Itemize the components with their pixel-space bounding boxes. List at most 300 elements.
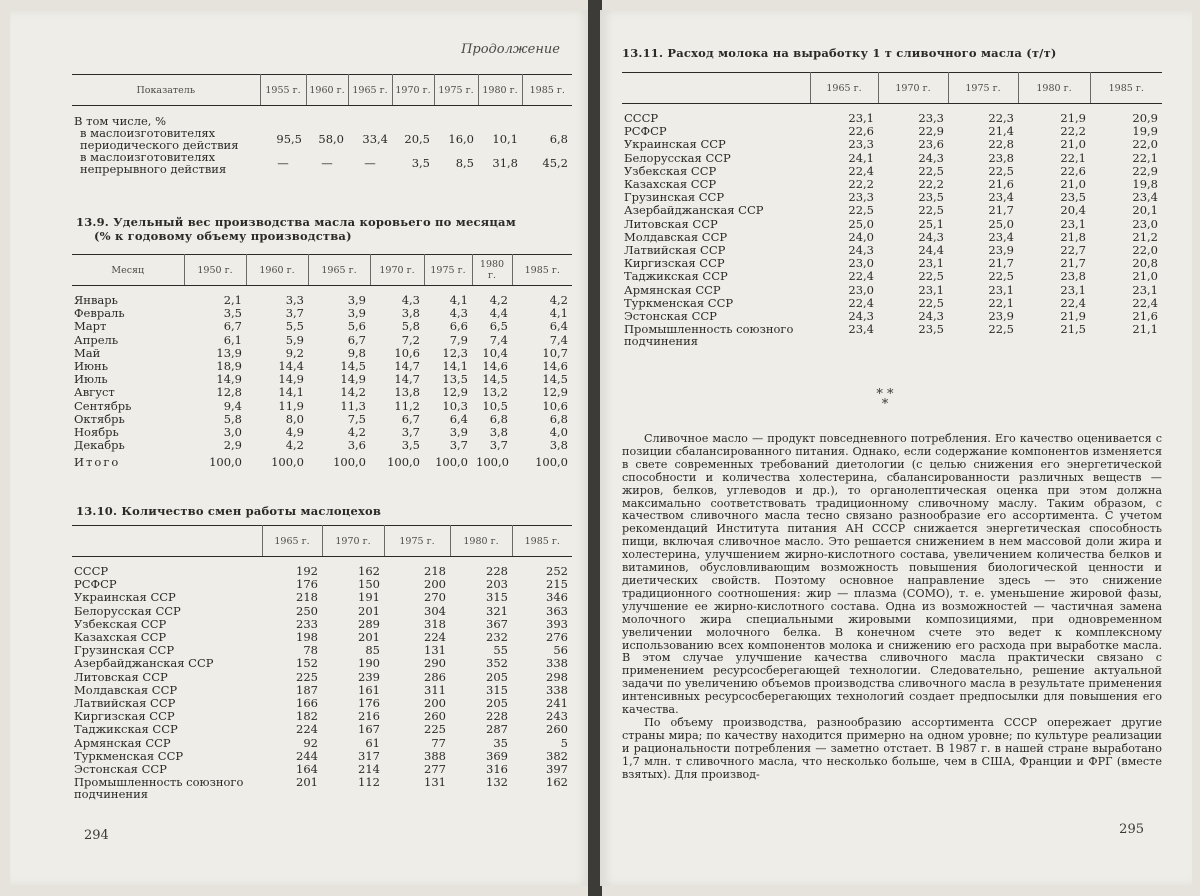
cell: 100,0 <box>370 452 424 472</box>
cell: 5,8 <box>184 413 246 426</box>
cell <box>392 106 434 128</box>
column-header: 1985 г. <box>522 75 572 106</box>
cell: 23,0 <box>1090 218 1162 231</box>
cell: 100,0 <box>424 452 472 472</box>
column-header: 1950 г. <box>184 255 246 286</box>
cell: 21,6 <box>1090 310 1162 323</box>
cell: 21,6 <box>948 178 1018 191</box>
cell: 200 <box>384 697 450 710</box>
cell: 100,0 <box>472 452 512 472</box>
column-header: 1970 г. <box>370 255 424 286</box>
cell: 166 <box>262 697 322 710</box>
row-label: Таджикская ССР <box>72 723 262 736</box>
column-header: 1970 г. <box>878 73 948 104</box>
row-label: РСФСР <box>622 125 810 138</box>
cell: 22,1 <box>1018 152 1090 165</box>
cell: 55 <box>450 644 512 657</box>
cell: 191 <box>322 591 384 604</box>
cell: 14,2 <box>308 386 370 399</box>
cell: 19,8 <box>1090 178 1162 191</box>
cell: 10,6 <box>512 400 572 413</box>
cell: 4,1 <box>512 307 572 320</box>
cell: 250 <box>262 605 322 618</box>
cell: 260 <box>512 723 572 736</box>
column-header: 1965 г. <box>348 75 392 106</box>
cell: 21,0 <box>1090 270 1162 283</box>
cell: 14,6 <box>512 360 572 373</box>
cell: 10,5 <box>472 400 512 413</box>
row-label: Январь <box>72 286 184 308</box>
cell: 346 <box>512 591 572 604</box>
row-label: Узбекская ССР <box>72 618 262 631</box>
cell: 225 <box>384 723 450 736</box>
cell: 21,7 <box>948 257 1018 270</box>
row-label: в маслоизготовителях периодического действия <box>72 127 260 151</box>
cell: 205 <box>450 697 512 710</box>
continuation-label: Продолжение <box>461 42 560 57</box>
row-label: В том числе, % <box>72 106 260 128</box>
cell: 22,1 <box>948 297 1018 310</box>
cell: 23,1 <box>1018 284 1090 297</box>
cell: 239 <box>322 671 384 684</box>
table-row <box>72 737 572 750</box>
column-header: 1970 г. <box>392 75 434 106</box>
column-header: 1965 г. <box>262 526 322 557</box>
cell: 11,3 <box>308 400 370 413</box>
table-row <box>72 657 572 670</box>
table-row <box>72 439 572 452</box>
row-label: Литовская ССР <box>72 671 262 684</box>
cell: 298 <box>512 671 572 684</box>
cell: 21,7 <box>948 204 1018 217</box>
column-header: 1980 г. <box>478 75 522 106</box>
cell: 14,4 <box>246 360 308 373</box>
row-label: Промышленность союзного подчинения <box>72 776 262 800</box>
cell: 8,5 <box>434 151 478 175</box>
cell: 95,5 <box>260 127 306 151</box>
caption-title: 13.11. Расход молока на выработку 1 т сливочного масла (т/т) <box>622 46 1057 60</box>
paragraph: Сливочное масло — продукт повседневного потребления. Его качество оценивается с позиции сбалансированного питания. Однако, если содержание компонентов изменяется в свете современных требований диетологии (с целью снижения его энергетической способности и количества холестерина, сбалансированности различных веществ — жиров, белков, углеводов и др.), то органолептическая оценка при этом должна максимально соответствовать традиционному сливочному маслу. Таким образом, с качеством сливочного масла тесно связано разнообразие его ассортимента. С учетом рекомендаций Института питания АН СССР снижается энергетическая способность пищи, включая сливочное масло. Это решается снижением в нем массовой доли жира и холестерина, улучшением жирно-кислотного состава, увеличением количества белков и витаминов, обусловливающим возможность повышения биологической ценности и диетических свойств. Поэтому основное направление здесь — это снижение традиционного соотношения: жир — плазма (СОМО), т. е. уменьшение жировой фазы, улучшение ее жирно-кислотного состава. Одна из возможностей — частичная замена молочного жира специальными жировыми композициями, при одновременном увеличении молочного белка. В конечном счете это ведет к комплексному использованию всех компонентов молока и снижению его расхода при выработке масла. В этом случае улучшение качества сливочного масла практически связано с применением ресурсосберегающей технологии. Следовательно, решение актуальной задачи по увеличению объемов производства сливочного масла в результате применения интенсивных ресурсосберегающих технологий создает предпосылки для повышения его качества. <box>622 433 1162 717</box>
row-label: Туркменская ССР <box>72 750 262 763</box>
column-header: 1985 г. <box>512 255 572 286</box>
row-label: в маслоизготовителях непрерывного действия <box>72 151 260 175</box>
cell: 12,9 <box>512 386 572 399</box>
cell: 304 <box>384 605 450 618</box>
cell: — <box>306 151 348 175</box>
cell: 21,7 <box>1018 257 1090 270</box>
cell: 5,5 <box>246 320 308 333</box>
column-header: Месяц <box>72 255 184 286</box>
row-label: Латвийская ССР <box>622 244 810 257</box>
row-label: Киргизская ССР <box>72 710 262 723</box>
cell: 321 <box>450 605 512 618</box>
cell: 162 <box>322 557 384 579</box>
row-label: Апрель <box>72 334 184 347</box>
book-spread <box>0 0 1200 896</box>
row-label: Грузинская ССР <box>72 644 262 657</box>
cell: 6,7 <box>184 320 246 333</box>
paragraph: По объему производства, разнообразию ассортимента СССР опережает другие страны мира; по качеству находится примерно на одном уровне; по культуре реализации и рациональности потребления — заметно отстает. В 1987 г. в нашей стране выработано 1,7 млн. т сливочного масла, что несколько больше, чем в США, Франции и ФРГ (вместе взятых). Для производ- <box>622 717 1162 782</box>
cell: 393 <box>512 618 572 631</box>
cell: 6,4 <box>424 413 472 426</box>
cell: 232 <box>450 631 512 644</box>
cell: 216 <box>322 710 384 723</box>
cell: 338 <box>512 684 572 697</box>
cell: 22,5 <box>948 270 1018 283</box>
cell: 56 <box>512 644 572 657</box>
cell: 225 <box>262 671 322 684</box>
cell: 3,8 <box>512 439 572 452</box>
row-label: Декабрь <box>72 439 184 452</box>
row-label: Азербайджанская ССР <box>622 204 810 217</box>
cell: 20,8 <box>1090 257 1162 270</box>
table-13-10-header <box>72 526 572 557</box>
cell: 22,6 <box>1018 165 1090 178</box>
cell: 6,8 <box>472 413 512 426</box>
cell: 20,4 <box>1018 204 1090 217</box>
row-label: Азербайджанская ССР <box>72 657 262 670</box>
cell: 3,6 <box>308 439 370 452</box>
page-number: 294 <box>84 828 109 843</box>
caption-title: 13.10. Количество смен работы маслоцехов <box>76 504 381 518</box>
cell: 311 <box>384 684 450 697</box>
cell: 22,5 <box>810 204 878 217</box>
cell: 23,0 <box>810 257 878 270</box>
cell: 203 <box>450 578 512 591</box>
row-label: Итого <box>72 452 184 472</box>
cell: 6,6 <box>424 320 472 333</box>
cell: 23,4 <box>948 191 1018 204</box>
cell: 92 <box>262 737 322 750</box>
cell: 7,4 <box>472 334 512 347</box>
table-13-11-caption <box>622 46 1162 60</box>
cell: 315 <box>450 591 512 604</box>
column-header: 1970 г. <box>322 526 384 557</box>
cell <box>478 106 522 128</box>
cell: 14,5 <box>308 360 370 373</box>
cell: 397 <box>512 763 572 776</box>
cell: 182 <box>262 710 322 723</box>
row-label: Эстонская ССР <box>622 310 810 323</box>
cell: 22,4 <box>810 270 878 283</box>
cell: 22,2 <box>810 178 878 191</box>
right-page <box>600 10 1192 886</box>
cell: 9,8 <box>308 347 370 360</box>
column-header: 1980 г. <box>450 526 512 557</box>
cell: 14,1 <box>246 386 308 399</box>
cell: 10,3 <box>424 400 472 413</box>
cell: 10,6 <box>370 347 424 360</box>
cell: 9,2 <box>246 347 308 360</box>
cell: 3,9 <box>308 286 370 308</box>
cell: 187 <box>262 684 322 697</box>
cell: 13,5 <box>424 373 472 386</box>
cell: 112 <box>322 776 384 800</box>
table-13-10-caption <box>76 504 566 518</box>
table-row <box>622 284 1162 297</box>
cell: 4,0 <box>512 426 572 439</box>
cell: 200 <box>384 578 450 591</box>
table-13-9 <box>72 254 572 472</box>
table-row <box>72 591 572 604</box>
cell: 4,2 <box>472 286 512 308</box>
cell: 4,3 <box>424 307 472 320</box>
row-label: Октябрь <box>72 413 184 426</box>
cell: 20,1 <box>1090 204 1162 217</box>
column-header: 1955 г. <box>260 75 306 106</box>
cell: 23,1 <box>810 104 878 126</box>
table-row <box>72 106 572 128</box>
cell: 287 <box>450 723 512 736</box>
cell <box>348 106 392 128</box>
cell: 24,3 <box>810 310 878 323</box>
cell: 241 <box>512 697 572 710</box>
cell: 22,5 <box>948 323 1018 347</box>
row-label: Армянская ССР <box>72 737 262 750</box>
cell: 22,3 <box>948 104 1018 126</box>
cell: 224 <box>384 631 450 644</box>
cell: 23,0 <box>810 284 878 297</box>
cell: 388 <box>384 750 450 763</box>
cell: 252 <box>512 557 572 579</box>
row-label: Грузинская ССР <box>622 191 810 204</box>
cell: 198 <box>262 631 322 644</box>
table-row <box>622 104 1162 126</box>
cell: 3,9 <box>424 426 472 439</box>
row-label: Май <box>72 347 184 360</box>
cell: 7,9 <box>424 334 472 347</box>
table-row <box>72 320 572 333</box>
row-label: Украинская ССР <box>622 138 810 151</box>
cell: 21,9 <box>1018 104 1090 126</box>
cell: 205 <box>450 671 512 684</box>
cell: 176 <box>262 578 322 591</box>
cell: 61 <box>322 737 384 750</box>
cell: 14,9 <box>308 373 370 386</box>
cell: 45,2 <box>522 151 572 175</box>
cell: 3,5 <box>370 439 424 452</box>
cell: 21,0 <box>1018 138 1090 151</box>
cell: — <box>348 151 392 175</box>
cell: 24,3 <box>878 152 948 165</box>
cell: 4,9 <box>246 426 308 439</box>
cell: 22,1 <box>1090 152 1162 165</box>
row-label: Сентябрь <box>72 400 184 413</box>
row-label: Белорусская ССР <box>72 605 262 618</box>
cell: 23,1 <box>1018 218 1090 231</box>
cell: 5 <box>512 737 572 750</box>
cell: 25,0 <box>948 218 1018 231</box>
cell: 6,8 <box>522 127 572 151</box>
column-header <box>622 73 810 104</box>
table-row <box>72 386 572 399</box>
cell: 14,7 <box>370 360 424 373</box>
cell: 22,5 <box>878 204 948 217</box>
cell: 6,5 <box>472 320 512 333</box>
cell: 22,6 <box>810 125 878 138</box>
row-label: Казахская ССР <box>622 178 810 191</box>
cell: 132 <box>450 776 512 800</box>
cell: 10,4 <box>472 347 512 360</box>
cell: 11,2 <box>370 400 424 413</box>
cell: 8,0 <box>246 413 308 426</box>
cell: 23,5 <box>878 323 948 347</box>
table-13-9-header <box>72 255 572 286</box>
cell: 23,9 <box>948 310 1018 323</box>
cell: 277 <box>384 763 450 776</box>
cell: 21,4 <box>948 125 1018 138</box>
cell: 22,5 <box>878 165 948 178</box>
cell: 3,5 <box>392 151 434 175</box>
cell: 5,9 <box>246 334 308 347</box>
cell <box>306 106 348 128</box>
cell: 176 <box>322 697 384 710</box>
table-row <box>72 605 572 618</box>
table-row <box>622 152 1162 165</box>
cell: 6,4 <box>512 320 572 333</box>
cell: 25,1 <box>878 218 948 231</box>
cell: 382 <box>512 750 572 763</box>
table-row <box>72 127 572 151</box>
cell: 352 <box>450 657 512 670</box>
cell <box>260 106 306 128</box>
cell: 23,1 <box>1090 284 1162 297</box>
cell: 4,2 <box>512 286 572 308</box>
column-header <box>72 526 262 557</box>
table-row <box>72 723 572 736</box>
cell: 22,0 <box>1090 138 1162 151</box>
cell: 24,0 <box>810 231 878 244</box>
cell: 243 <box>512 710 572 723</box>
caption-title: 13.9. Удельный вес производства масла коровьего по месяцам <box>76 215 516 229</box>
cell: 276 <box>512 631 572 644</box>
cell: 3,7 <box>424 439 472 452</box>
cell: 3,3 <box>246 286 308 308</box>
cell: 363 <box>512 605 572 618</box>
table-row <box>72 452 572 472</box>
column-header: 1975 г. <box>424 255 472 286</box>
cell: 3,7 <box>472 439 512 452</box>
cell: 25,0 <box>810 218 878 231</box>
cell <box>522 106 572 128</box>
column-header: 1985 г. <box>1090 73 1162 104</box>
table-row <box>72 400 572 413</box>
cell: 270 <box>384 591 450 604</box>
caption-subtitle: (% к годовому объему производства) <box>76 229 566 243</box>
cell: 22,9 <box>1090 165 1162 178</box>
cell: 77 <box>384 737 450 750</box>
cell: 18,9 <box>184 360 246 373</box>
cell: 4,4 <box>472 307 512 320</box>
cell: 201 <box>262 776 322 800</box>
cell: 7,5 <box>308 413 370 426</box>
cell: 3,8 <box>370 307 424 320</box>
cell: 4,2 <box>308 426 370 439</box>
cell: 131 <box>384 776 450 800</box>
table-13-11 <box>622 72 1162 347</box>
row-label: Литовская ССР <box>622 218 810 231</box>
cell: 224 <box>262 723 322 736</box>
left-page <box>10 10 590 886</box>
cell: 4,3 <box>370 286 424 308</box>
cell: 23,4 <box>810 323 878 347</box>
row-label: Эстонская ССР <box>72 763 262 776</box>
cell: 152 <box>262 657 322 670</box>
cell: 9,4 <box>184 400 246 413</box>
column-header: 1985 г. <box>512 526 572 557</box>
cell: 22,2 <box>1018 125 1090 138</box>
page-number: 295 <box>1119 822 1144 837</box>
cell: 233 <box>262 618 322 631</box>
cell: 11,9 <box>246 400 308 413</box>
cell: 150 <box>322 578 384 591</box>
section-separator-stars: * * * <box>865 390 905 410</box>
cell: 4,2 <box>246 439 308 452</box>
cell: 100,0 <box>512 452 572 472</box>
row-label: Ноябрь <box>72 426 184 439</box>
cell: 5,6 <box>308 320 370 333</box>
cell: 317 <box>322 750 384 763</box>
cell: 260 <box>384 710 450 723</box>
cell: 12,8 <box>184 386 246 399</box>
row-label: Молдавская ССР <box>72 684 262 697</box>
cell: 33,4 <box>348 127 392 151</box>
column-header: 1980 г. <box>472 255 512 286</box>
cell: 22,8 <box>948 138 1018 151</box>
cell: 316 <box>450 763 512 776</box>
cell: 22,4 <box>810 165 878 178</box>
cell: 3,7 <box>370 426 424 439</box>
cell: 24,3 <box>878 231 948 244</box>
cell: 161 <box>322 684 384 697</box>
cell: 22,9 <box>878 125 948 138</box>
table-row <box>622 138 1162 151</box>
cell: 35 <box>450 737 512 750</box>
row-label: Украинская ССР <box>72 591 262 604</box>
cell: 201 <box>322 605 384 618</box>
cell: 286 <box>384 671 450 684</box>
cell <box>434 106 478 128</box>
cell: 369 <box>450 750 512 763</box>
table-row <box>622 218 1162 231</box>
cell: 23,5 <box>1018 191 1090 204</box>
row-label: СССР <box>622 104 810 126</box>
cell: 214 <box>322 763 384 776</box>
cell: 218 <box>262 591 322 604</box>
cell: 10,1 <box>478 127 522 151</box>
column-header: 1975 г. <box>434 75 478 106</box>
table-13-11-header <box>622 73 1162 104</box>
row-label: Март <box>72 320 184 333</box>
row-label: Февраль <box>72 307 184 320</box>
cell: 201 <box>322 631 384 644</box>
cell: 23,1 <box>878 284 948 297</box>
cell: 21,8 <box>1018 231 1090 244</box>
cell: 23,6 <box>878 138 948 151</box>
table-row <box>72 286 572 308</box>
cell: 367 <box>450 618 512 631</box>
cell: 23,4 <box>948 231 1018 244</box>
row-label: Таджикская ССР <box>622 270 810 283</box>
cell: 14,9 <box>184 373 246 386</box>
cell: 20,9 <box>1090 104 1162 126</box>
cell: 58,0 <box>306 127 348 151</box>
cell: 24,1 <box>810 152 878 165</box>
cell: 22,5 <box>878 297 948 310</box>
cell: 2,9 <box>184 439 246 452</box>
row-label: Август <box>72 386 184 399</box>
cell: 14,1 <box>424 360 472 373</box>
